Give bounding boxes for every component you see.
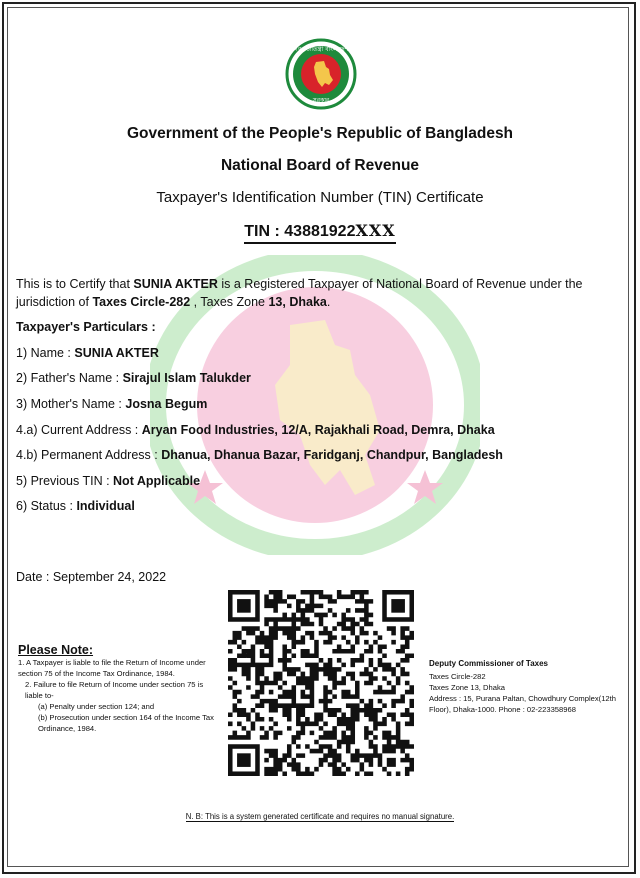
certificate-title: Taxpayer's Identification Number (TIN) Certificate bbox=[156, 189, 484, 206]
government-title: Government of the People's Republic of Bangladesh bbox=[126, 125, 514, 142]
certify-zone: 13, Dhaka bbox=[268, 295, 327, 309]
qr-finder bbox=[382, 590, 414, 622]
certify-circle: Taxes Circle-282 bbox=[92, 295, 191, 309]
tin-number: 43881922 bbox=[284, 223, 356, 240]
qr-code bbox=[228, 590, 414, 776]
particular-row-status: 6) Status : Individual bbox=[16, 499, 135, 513]
office-zone: Taxes Zone 13, Dhaka bbox=[429, 683, 505, 692]
note-title: Please Note: bbox=[18, 643, 94, 657]
tin-mask: XXX bbox=[355, 221, 396, 240]
seal-text-top: গণপ্রজাতন্ত্রী বাংলাদেশ bbox=[293, 46, 349, 53]
note-text: 1. A Taxpayer is liable to file the Return of Income under section 75 of the Income Tax Ordinance, 1984. 2. Failure to file Return of Income under section 75 is liable to- (a) Penalty under section 124; and (b) Prosecution under section 164 of the Income Tax Ordinance, 1984. bbox=[18, 658, 214, 733]
particular-row-mother: 3) Mother's Name : Josna Begum bbox=[16, 397, 208, 411]
issue-date: Date : September 24, 2022 bbox=[16, 570, 167, 584]
certify-paragraph: This is to Certify that SUNIA AKTER is a Registered Taxpayer of National Board of Revenue under the jurisdiction of Taxes Circle-282 , Taxes Zone 13, Dhaka. bbox=[16, 277, 583, 309]
footer-note: N. B: This is a system generated certificate and requires no manual signature. bbox=[185, 812, 455, 821]
particular-row-permanent-address: 4.b) Permanent Address : Dhanua, Dhanua Bazar, Faridganj, Chandpur, Bangladesh bbox=[16, 448, 503, 462]
qr-finder bbox=[228, 590, 260, 622]
office-address: Address : 15, Purana Paltan, Chowdhury Complex(12th Floor), Dhaka-1000. Phone : 02-223358968 bbox=[429, 694, 616, 714]
particular-row-previous-tin: 5) Previous TIN : Not Applicable bbox=[16, 474, 201, 488]
particular-row-current-address: 4.a) Current Address : Aryan Food Industries, 12/A, Rajakhali Road, Demra, Dhaka bbox=[16, 423, 495, 437]
office-circle: Taxes Circle-282 bbox=[429, 672, 486, 681]
particular-row-name: 1) Name : SUNIA AKTER bbox=[16, 346, 159, 360]
tin-line bbox=[0, 221, 640, 241]
particulars-heading: Taxpayer's Particulars : bbox=[16, 320, 156, 334]
tin-label: TIN : bbox=[244, 223, 285, 240]
certify-name: SUNIA AKTER bbox=[133, 277, 218, 291]
qr-finder bbox=[228, 744, 260, 776]
government-seal bbox=[285, 38, 357, 110]
seal-text-bottom: সরকার bbox=[312, 97, 330, 104]
office-title: Deputy Commissioner of Taxes bbox=[429, 659, 548, 668]
particular-row-father: 2) Father's Name : Sirajul Islam Talukder bbox=[16, 371, 251, 385]
office-info bbox=[429, 658, 629, 715]
board-title: National Board of Revenue bbox=[220, 157, 420, 174]
